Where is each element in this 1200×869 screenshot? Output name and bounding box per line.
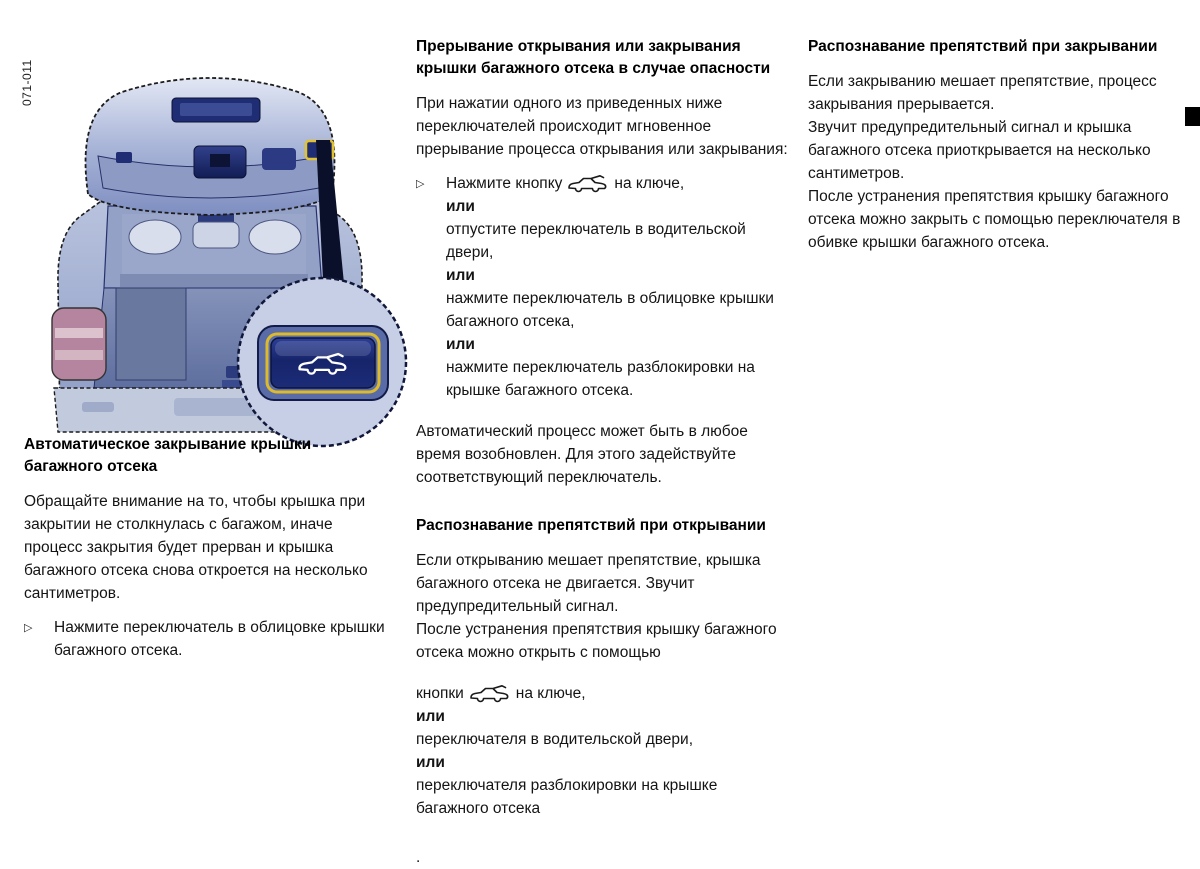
action-item xyxy=(416,172,788,402)
alternative-3: нажмите переключатель разблокировки на крышке багажного отсека. xyxy=(446,359,755,399)
seat-base xyxy=(120,274,308,288)
section-heading-obstacle-opening: Распознавание препятствий при открывании xyxy=(416,517,766,534)
switch-gloss xyxy=(275,341,371,356)
cargo-side-panel xyxy=(116,288,186,380)
car-open-tailgate-icon xyxy=(567,175,609,192)
or-label: или xyxy=(446,267,475,284)
triangle-bullet-icon: ▷ xyxy=(24,621,33,634)
section-heading-obstacle-closing: Распознавание препятствий при закрывании xyxy=(808,38,1158,55)
car-trunk-illustration xyxy=(24,36,392,434)
paragraph-line: После устранения препятствия крышку багажного отсека можно закрыть с помощью переключателя в обивке крышки багажного отсека. xyxy=(808,188,1181,251)
action-text: на ключе, xyxy=(614,175,685,192)
taillight-stripe-2 xyxy=(55,350,103,360)
or-label: или xyxy=(416,754,445,771)
license-recess xyxy=(174,398,258,416)
tailgate-latch-striker xyxy=(210,154,230,167)
alternative-1: отпустите переключатель в водительской двери, xyxy=(446,221,746,261)
alternative-4: переключателя в водительской двери, xyxy=(416,731,694,748)
headrest-left xyxy=(129,220,181,254)
alternative-5: переключателя разблокировки на крышке багажного отсека xyxy=(416,777,718,817)
page-edge-marker xyxy=(1185,107,1200,126)
paragraph: При нажатии одного из приведенных ниже переключателей происходит мгновенное прерывание процесса открывания или закрывания: xyxy=(416,95,788,158)
section-heading-interrupt: Прерывание открывания или закрывания крышки багажного отсека в случае опасности xyxy=(416,38,771,77)
paragraph-line: Если закрыванию мешает препятствие, процесс закрывания прерывается. xyxy=(808,73,1157,113)
taillight-stripe xyxy=(55,328,103,338)
headrest-right xyxy=(249,220,301,254)
option-text: кнопки xyxy=(416,685,464,702)
action-text: Нажмите кнопку xyxy=(446,175,563,192)
middle-column xyxy=(416,36,788,869)
car-open-tailgate-icon xyxy=(469,685,511,702)
tailgate-handle xyxy=(180,103,252,116)
action-item xyxy=(24,616,392,662)
paragraph-line: Звучит предупредительный сигнал и крышка багажного отсека приоткрывается на несколько сантиметров. xyxy=(808,119,1151,182)
triangle-bullet-icon: ▷ xyxy=(416,177,425,190)
or-label: или xyxy=(446,336,475,353)
or-label: или xyxy=(446,198,475,215)
action-list xyxy=(446,172,788,402)
paragraph: Обращайте внимание на то, чтобы крышка при закрытии не столкнулась с багажом, иначе процесс закрытия будет прерван и крышка багажного отсека снова откроется на несколько сантиметров. xyxy=(24,493,368,602)
section-heading-auto-closing: Автоматическое закрывание крышки багажного отсека xyxy=(24,436,312,475)
left-column xyxy=(24,434,392,676)
car-trunk-illustration-svg xyxy=(24,36,392,434)
headrest-center xyxy=(193,222,239,248)
paragraph: Автоматический процесс может быть в любое время возобновлен. Для этого задействуйте соответствующий переключатель. xyxy=(416,423,748,486)
figure-label: 071-011 xyxy=(20,59,34,106)
tailgate-clip xyxy=(116,152,132,163)
trailing-period: . xyxy=(416,849,421,866)
action-line-key xyxy=(446,172,788,195)
paragraph: После устранения препятствия крышку багажного отсека можно открыть с помощью xyxy=(416,621,777,661)
option-text: на ключе, xyxy=(515,685,586,702)
right-column xyxy=(808,36,1182,254)
alternative-2: нажмите переключатель в облицовке крышки багажного отсека, xyxy=(446,290,774,330)
paragraph: Если открыванию мешает препятствие, крышка багажного отсека не двигается. Звучит предупредительный сигнал. xyxy=(416,552,761,615)
bumper-detail-left xyxy=(82,402,114,412)
or-label: или xyxy=(416,708,445,725)
taillight xyxy=(52,308,106,380)
action-text: Нажмите переключатель в облицовке крышки багажного отсека. xyxy=(54,619,385,659)
tailgate-recess xyxy=(262,148,296,170)
key-option-line xyxy=(416,682,788,705)
